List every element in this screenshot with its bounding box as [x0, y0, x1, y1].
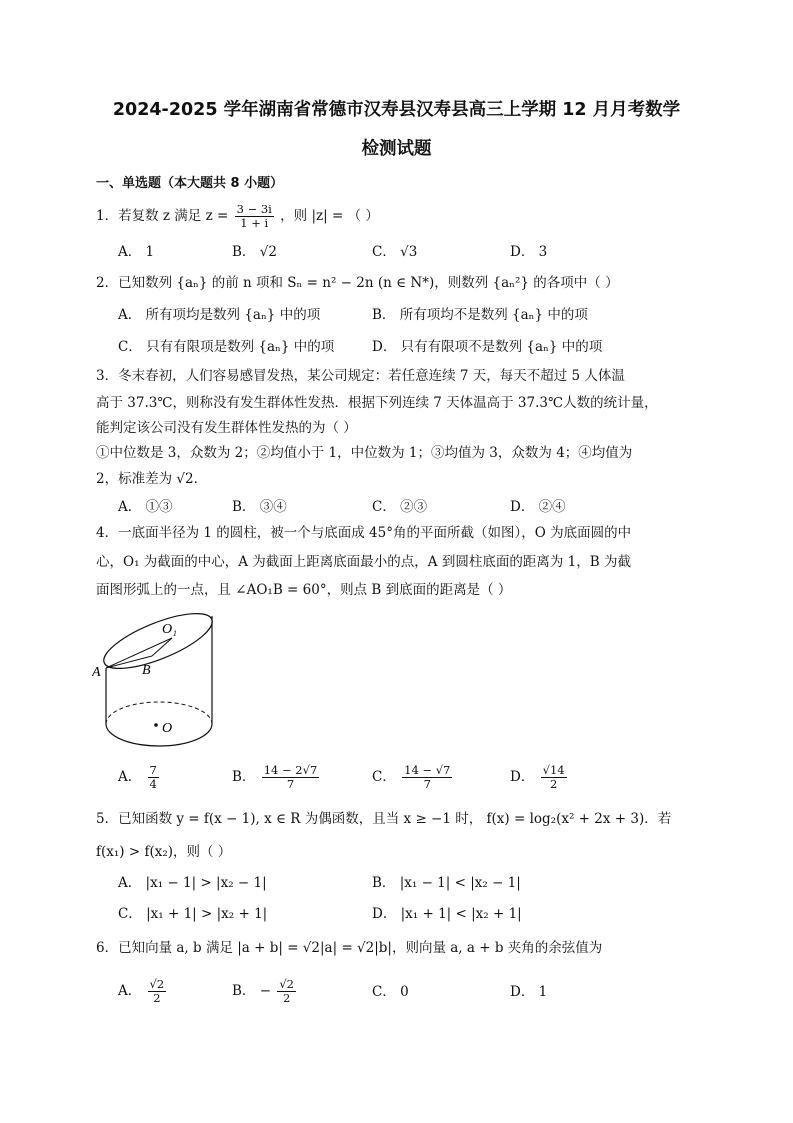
q4-c-num: 14 − √7 [404, 763, 451, 777]
q4-option-d[interactable] [510, 764, 569, 791]
q4-option-a-fraction [148, 764, 159, 791]
q1-option-b[interactable]: B． √2 [232, 244, 277, 260]
base-back-arc [106, 702, 212, 724]
q4-option-d-letter: D． [510, 769, 535, 785]
label-o1: O₁ [162, 622, 177, 637]
label-b: B [142, 663, 151, 678]
q6-option-d-value: 1 [538, 984, 548, 1000]
q3-option-b[interactable]: B． ③④ [232, 499, 287, 515]
question-3-line-2: 高于 37.3℃，则称没有发生群体性发热．根据下列连续 7 天体温高于 37.3℃人数的统计量， [96, 395, 658, 411]
question-4-line-1: 4．一底面半径为 1 的圆柱，被一个与底面成 45°角的平面所截（如图），O 为底面圆的中 [96, 525, 632, 541]
question-4-line-2: 心，O₁ 为截面的中心，A 为截面上距离底面最小的点，A 到圆柱底面的距离为 1，B 为截 [96, 554, 631, 570]
base-front-arc [106, 724, 212, 746]
q6-option-a[interactable] [118, 978, 168, 1005]
q6-option-b[interactable] [232, 978, 298, 1005]
question-2-stem: 2．已知数列 {aₙ} 的前 n 项和 Sₙ = n² − 2n (n ∈ N*)，则数列 {aₙ²} 的各项中（ ） [96, 275, 619, 291]
q4-option-a[interactable] [118, 764, 161, 791]
question-6-stem: 6．已知向量 a, b 满足 |a + b| = √2|a| = √2|b|，则向量 a, a + b 夹角的余弦值为 [96, 940, 603, 956]
q4-option-a-letter: A． [118, 769, 142, 785]
q6-option-a-letter: A． [118, 983, 142, 999]
q6-option-c[interactable] [372, 982, 409, 1002]
q4-option-d-fraction [541, 764, 567, 791]
q2-option-c[interactable]: C． 只有有限项是数列 {aₙ} 中的项 [118, 339, 335, 355]
q6-option-c-letter: C． [372, 984, 396, 1000]
q1-fraction [235, 203, 274, 230]
q4-a-num: 7 [149, 763, 157, 777]
q4-b-num: 14 − 2√7 [263, 763, 318, 777]
q4-c-den: 7 [423, 777, 431, 791]
q5-option-b[interactable]: B． |x₁ − 1| < |x₂ − 1| [372, 875, 521, 891]
segment-o1-b [152, 638, 172, 656]
q2-option-d[interactable]: D． 只有有限项不是数列 {aₙ} 中的项 [372, 339, 603, 355]
q1-option-a[interactable]: A． 1 [118, 244, 155, 260]
q2-option-b[interactable]: B． 所有项均不是数列 {aₙ} 中的项 [372, 307, 588, 323]
question-1-stem [96, 203, 701, 230]
section-heading: 一、单选题（本大题共 8 小题） [96, 176, 284, 191]
q6-option-b-letter: B． [232, 983, 256, 999]
q3-option-d[interactable]: D． ②④ [510, 499, 566, 515]
segment-a-o1 [106, 638, 172, 668]
q6-option-a-fraction [148, 978, 167, 1005]
q4-d-den: 2 [549, 777, 558, 791]
q4-b-den: 7 [286, 777, 295, 791]
page-subtitle: 检测试题 [361, 139, 432, 159]
q4-a-den: 4 [149, 777, 157, 791]
center-o-dot [154, 723, 158, 727]
question-3-line-4: ①中位数是 3，众数为 2；②均值小于 1，中位数为 1；③均值为 3，众数为 4；④均值为 [96, 445, 633, 461]
q6-option-d[interactable] [510, 982, 547, 1002]
q5-option-d[interactable]: D． |x₁ + 1| < |x₂ + 1| [372, 906, 522, 922]
question-3-line-1: 3．冬末春初，人们容易感冒发热，某公司规定：若任意连续 7 天，每天不超过 5 人体温 [96, 368, 625, 384]
label-a: A [92, 665, 101, 680]
q6-b-num: √2 [279, 977, 294, 991]
q6-option-b-sign: − [259, 983, 272, 999]
q4-option-c[interactable] [372, 764, 454, 791]
q4-option-b[interactable] [232, 764, 321, 791]
q6-option-c-value: 0 [400, 984, 409, 1000]
q6-a-num: √2 [149, 977, 165, 991]
q1-prefix: 1．若复数 z 满足 z = [96, 208, 229, 224]
q4-option-b-letter: B． [232, 769, 256, 785]
q1-numerator: 3 − 3i [236, 202, 272, 216]
q3-option-c[interactable]: C． ②③ [372, 499, 428, 515]
q4-option-c-letter: C． [372, 769, 396, 785]
q6-a-den: 2 [153, 991, 161, 1005]
q6-option-b-fraction [277, 978, 296, 1005]
q5-option-c[interactable]: C． |x₁ + 1| > |x₂ + 1| [118, 906, 268, 922]
q6-option-d-letter: D． [510, 984, 535, 1000]
q2-option-a[interactable]: A． 所有项均是数列 {aₙ} 中的项 [118, 307, 321, 323]
page-title: 2024-2025 学年湖南省常德市汉寿县汉寿县高三上学期 12 月月考数学 [112, 100, 681, 120]
q6-b-den: 2 [282, 991, 291, 1005]
question-5-line-1: 5．已知函数 y = f(x − 1), x ∈ R 为偶函数，且当 x ≥ −1 时， f(x) = log₂(x² + 2x + 3)．若 [96, 811, 672, 827]
question-3-line-5: 2，标准差为 √2． [96, 471, 208, 487]
q1-suffix: ，则 |z| = （ ） [280, 208, 379, 224]
question-3-line-3: 能判定该公司没有发生群体性发热的为（ ） [96, 420, 357, 436]
q5-option-a[interactable]: A． |x₁ − 1| > |x₂ − 1| [118, 875, 267, 891]
q4-option-b-fraction [262, 764, 320, 791]
cylinder-figure [92, 602, 232, 762]
question-4-line-3: 面图形弧上的一点，且 ∠AO₁B = 60°，则点 B 到底面的距离是（ ） [96, 582, 512, 598]
label-o: O [162, 721, 173, 736]
q4-option-c-fraction [402, 764, 452, 791]
cut-ellipse [97, 603, 218, 680]
q3-option-a[interactable]: A． ①③ [118, 499, 173, 515]
q4-d-num: √14 [542, 763, 565, 777]
question-5-line-2: f(x₁) > f(x₂)，则（ ） [96, 844, 232, 860]
q1-option-c[interactable]: C． √3 [372, 244, 418, 260]
q1-option-d[interactable]: D． 3 [510, 244, 548, 260]
q1-denominator: 1 + i [240, 216, 269, 230]
